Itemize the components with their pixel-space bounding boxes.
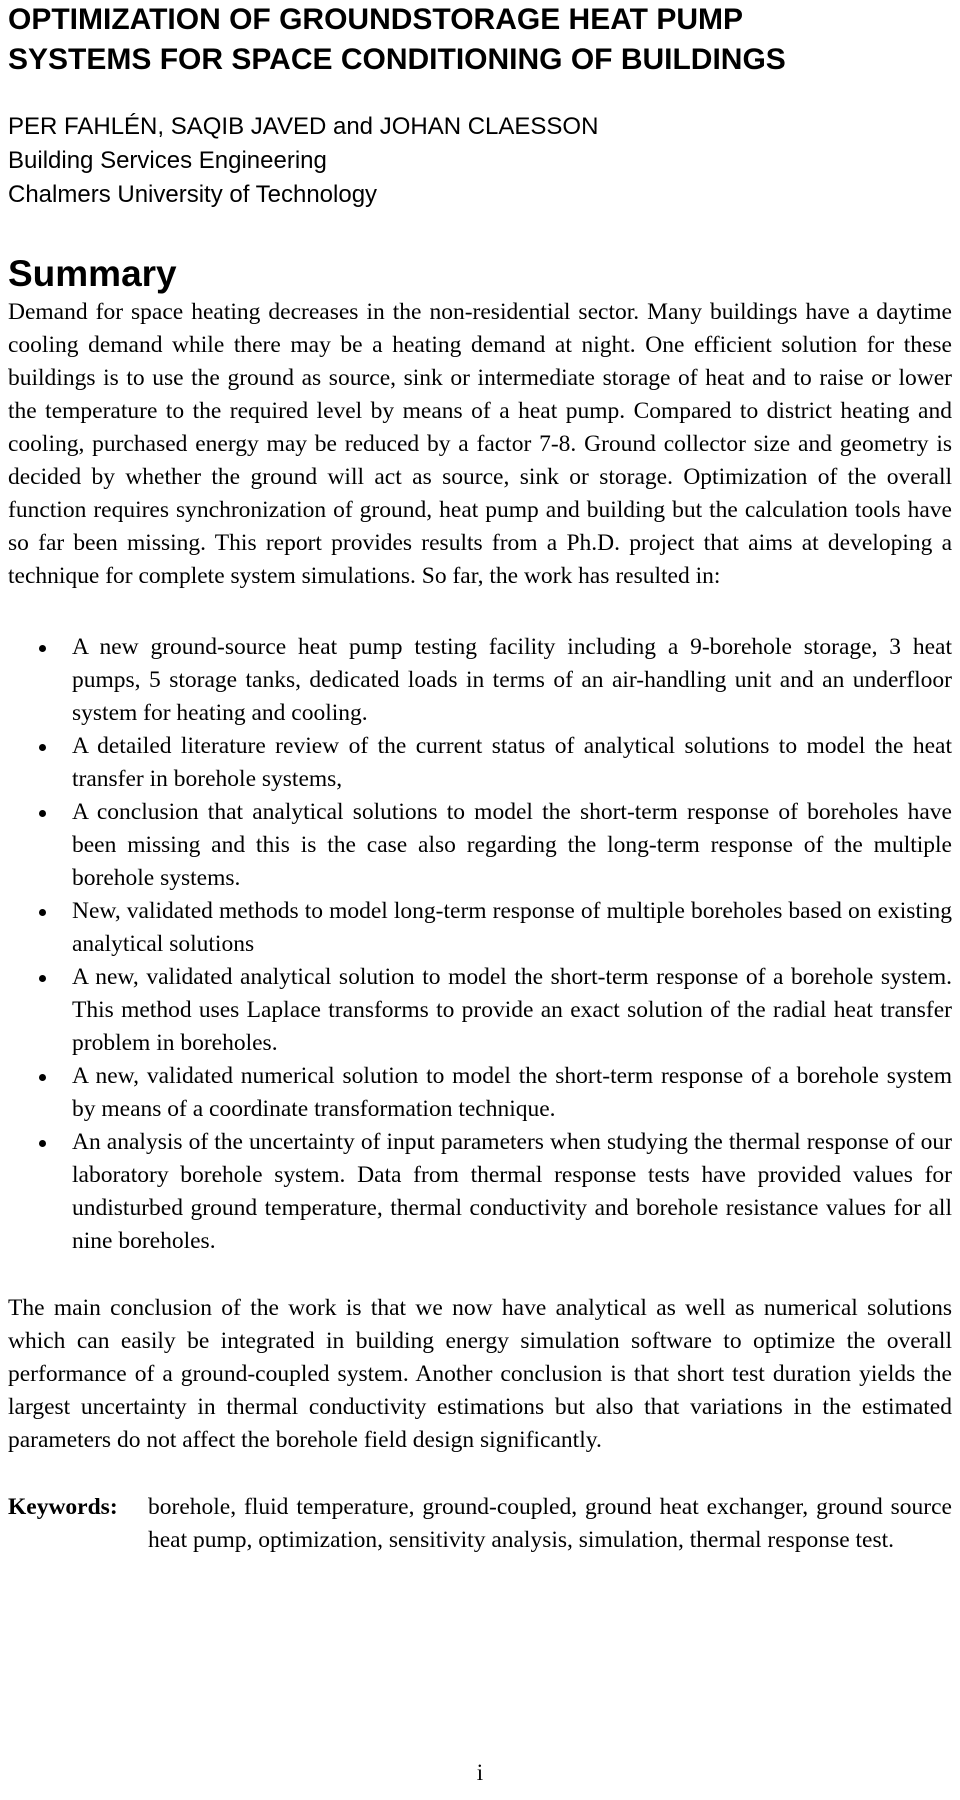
bullet-icon	[39, 975, 46, 982]
affiliation-department: Building Services Engineering	[8, 147, 327, 174]
bullet-text: A new ground-source heat pump testing facility including a 9-borehole storage, 3 heat pumps, 5 storage tanks, dedicated loads in terms of an air-handling unit and an underfloor system for heating and cooling.	[72, 634, 952, 726]
paper-title-line-2: SYSTEMS FOR SPACE CONDITIONING OF BUILDINGS	[8, 43, 786, 76]
summary-heading: Summary	[8, 253, 177, 294]
bullet-item	[8, 961, 952, 1060]
paper-title-line-1: OPTIMIZATION OF GROUNDSTORAGE HEAT PUMP	[8, 3, 743, 36]
keywords-block	[8, 1491, 952, 1557]
bullet-icon	[39, 1074, 46, 1081]
page-number: i	[476, 1760, 484, 1785]
bullet-item	[8, 730, 952, 796]
keywords-text: borehole, fluid temperature, ground-coupled, ground heat exchanger, ground source heat pump, optimization, sensitivity analysis, simulation, thermal response test.	[148, 1494, 952, 1553]
bullet-item	[8, 1126, 952, 1258]
bullet-icon	[39, 1140, 46, 1147]
keywords-label: Keywords:	[8, 1494, 118, 1520]
bullet-text: A new, validated numerical solution to model the short-term response of a borehole system by means of a coordinate transformation technique.	[72, 1063, 952, 1122]
bullet-text: A new, validated analytical solution to model the short-term response of a borehole system. This method uses Laplace transforms to provide an exact solution of the radial heat transfer problem in boreholes.	[72, 964, 952, 1056]
bullet-item	[8, 895, 952, 961]
results-bullet-list	[8, 631, 952, 1258]
authors: PER FAHLÉN, SAQIB JAVED and JOHAN CLAESSON	[8, 113, 599, 140]
bullet-item	[8, 631, 952, 730]
bullet-item	[8, 1060, 952, 1126]
bullet-text: A conclusion that analytical solutions to model the short-term response of boreholes have been missing and this is the case also regarding the long-term response of the multiple borehole systems.	[72, 799, 952, 891]
conclusion-paragraph: The main conclusion of the work is that we now have analytical as well as numerical solutions which can easily be integrated in building energy simulation software to optimize the overall performance of a ground-coupled system. Another conclusion is that short test duration yields the largest uncertainty in thermal conductivity estimations but also that variations in the estimated parameters do not affect the borehole field design significantly.	[8, 1295, 952, 1453]
paper-title	[8, 0, 952, 80]
summary-intro-paragraph: Demand for space heating decreases in the non-residential sector. Many buildings have a daytime cooling demand while there may be a heating demand at night. One efficient solution for these buildings is to use the ground as source, sink or intermediate storage of heat and to raise or lower the temperature to the required level by means of a heat pump. Compared to district heating and cooling, purchased energy may be reduced by a factor 7-8. Ground collector size and geometry is decided by whether the ground will act as source, sink or storage. Optimization of the overall function requires synchronization of ground, heat pump and building but the calculation tools have so far been missing. This report provides results from a Ph.D. project that aims at developing a technique for complete system simulations. So far, the work has resulted in:	[8, 299, 952, 589]
bullet-text: New, validated methods to model long-term response of multiple boreholes based on existing analytical solutions	[72, 898, 952, 957]
bullet-icon	[39, 645, 46, 652]
bullet-icon	[39, 744, 46, 751]
bullet-icon	[39, 810, 46, 817]
bullet-item	[8, 796, 952, 895]
bullet-text: An analysis of the uncertainty of input parameters when studying the thermal response of our laboratory borehole system. Data from thermal response tests have provided values for undisturbed ground temperature, thermal conductivity and borehole resistance values for all nine boreholes.	[72, 1129, 952, 1254]
bullet-text: A detailed literature review of the current status of analytical solutions to model the heat transfer in borehole systems,	[72, 733, 952, 792]
affiliation-university: Chalmers University of Technology	[8, 181, 378, 208]
bullet-icon	[39, 909, 46, 916]
